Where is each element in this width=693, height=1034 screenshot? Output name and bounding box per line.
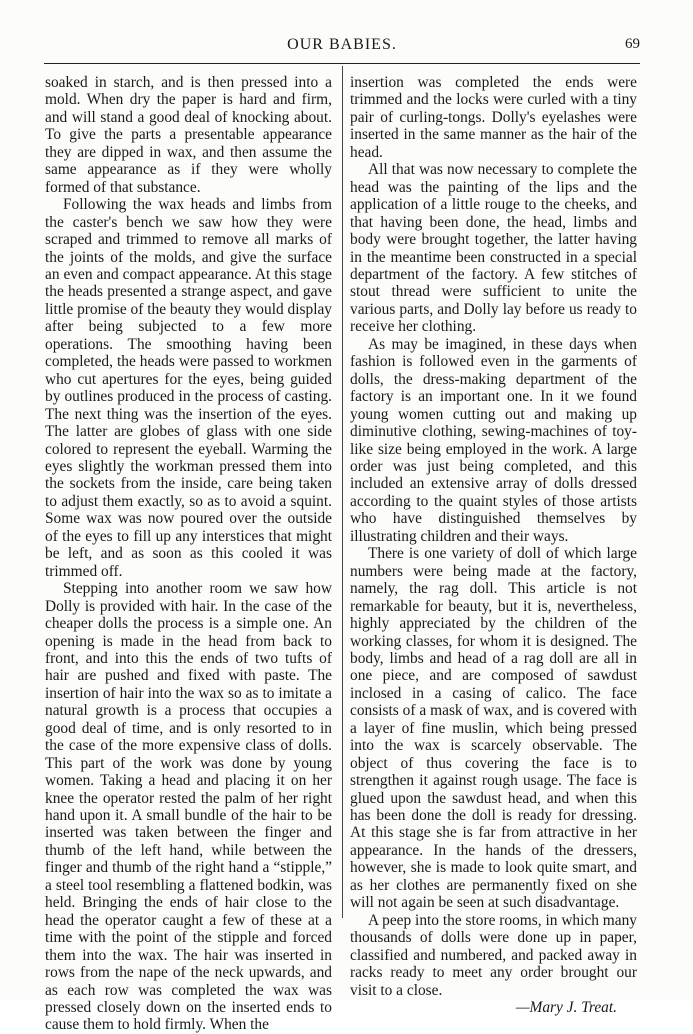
paragraph: soaked in starch, and is then pressed into a mold. When dry the paper is hard and firm, and will stand a good deal of knocking about. To give the parts a presentable appearance they are dipped in wax, and then assume the same appearance as if they were wholly formed of that substance. [45,74,332,196]
page-header [44,36,640,58]
paragraph: insertion was completed the ends were trimmed and the locks were curled with a tiny pair of curling-tongs. Dolly's eyelashes were inserted in the same manner as the hair of the head. [350,74,637,161]
running-title: OUR BABIES. [287,36,397,53]
page-number: 69 [625,36,640,52]
author-signature: —Mary J. Treat. [515,999,617,1017]
right-column [350,74,637,1016]
paragraph: All that was now necessary to complete the head was the painting of the lips and the application of a little rouge to the cheeks, and that having been done, the head, limbs and body were brought together, the latter having in the meantime been constructed in a special department of the factory. A few stitches of stout thread were sufficient to unite the various parts, and Dolly lay before us ready to receive her clothing. [350,161,637,336]
paragraph: Stepping into another room we saw how Dolly is provided with hair. In the case of the cheaper dolls the process is a simple one. An opening is made in the head from back to front, and into this the ends of two tufts of hair are pushed and fixed with paste. The insertion of hair into the wax so as to imitate a natural growth is a process that occupies a good deal of time, and is only resorted to in the case of the more expensive class of dolls. This part of the work was done by young women. Taking a head and placing it on her knee the operator rested the palm of her right hand upon it. A small bundle of the hair to be inserted was taken between the finger and thumb of the left hand, while between the finger and thumb of the right hand a “stipple,” a steel tool resembling a flattened bodkin, was held. Bringing the ends of hair close to the head the operator caught a few of these at a time with the point of the stipple and forced them into the wax. The hair was inserted in rows from the nape of the neck upwards, and as each row was completed the wax was pressed closely down on the inserted ends to cause them to hold firmly. When the [45,580,332,1034]
column-divider [342,66,343,918]
left-column [45,74,332,1034]
paragraph: As may be imagined, in these days when fashion is followed even in the garments of dolls, the dress-making department of the factory is an important one. In it we found young women cutting out and making up diminutive clothing, sewing-machines of toy-like size being employed in the work. A large order was just being completed, and this included an extensive array of dolls dressed according to the quaint styles of those artists who have distinguished themselves by illustrating children and their ways. [350,335,637,545]
paragraph: There is one variety of doll of which large numbers were being made at the factory, namely, the rag doll. This article is not remarkable for beauty, but it is, nevertheless, highly appreciated by the children of the working classes, for whom it is designed. The body, limbs and head of a rag doll are all in one piece, and are composed of sawdust inclosed in a casing of calico. The face consists of a mask of wax, and is covered with a layer of fine muslin, which being pressed into the wax is scarcely observable. The object of thus covering the face is to strengthen it against rough usage. The face is glued upon the sawdust head, and when this has been done the doll is ready for dressing. At this stage she is far from attractive in her appearance. In the hands of the dressers, however, she is made to look quite smart, and as her clothes are permanently fixed on she will not again be seen at such disadvantage. [350,545,637,912]
paragraph: Following the wax heads and limbs from the caster's bench we saw how they were scraped and trimmed to remove all marks of the joints of the molds, and give the surface an even and compact appearance. At this stage the heads presented a strange aspect, and gave little promise of the beauty they would display after being subjected to a few more operations. The smoothing having been completed, the heads were passed to workmen who cut apertures for the eyes, being guided by outlines produced in the process of casting. The next thing was the insertion of the eyes. The latter are globes of glass with one side colored to represent the eyeball. Warming the eyes slightly the workman pressed them into the sockets from the inside, care being taken to adjust them exactly, so as to avoid a squint. Some wax was now poured over the outside of the eyes to fill up any interstices that might be left, and as soon as this cooled it was trimmed off. [45,196,332,580]
header-rule [44,63,640,64]
paragraph: A peep into the store rooms, in which many thousands of dolls were done up in paper, classified and numbered, and packed away in racks ready to meet any order brought our visit to a close. [350,911,637,999]
